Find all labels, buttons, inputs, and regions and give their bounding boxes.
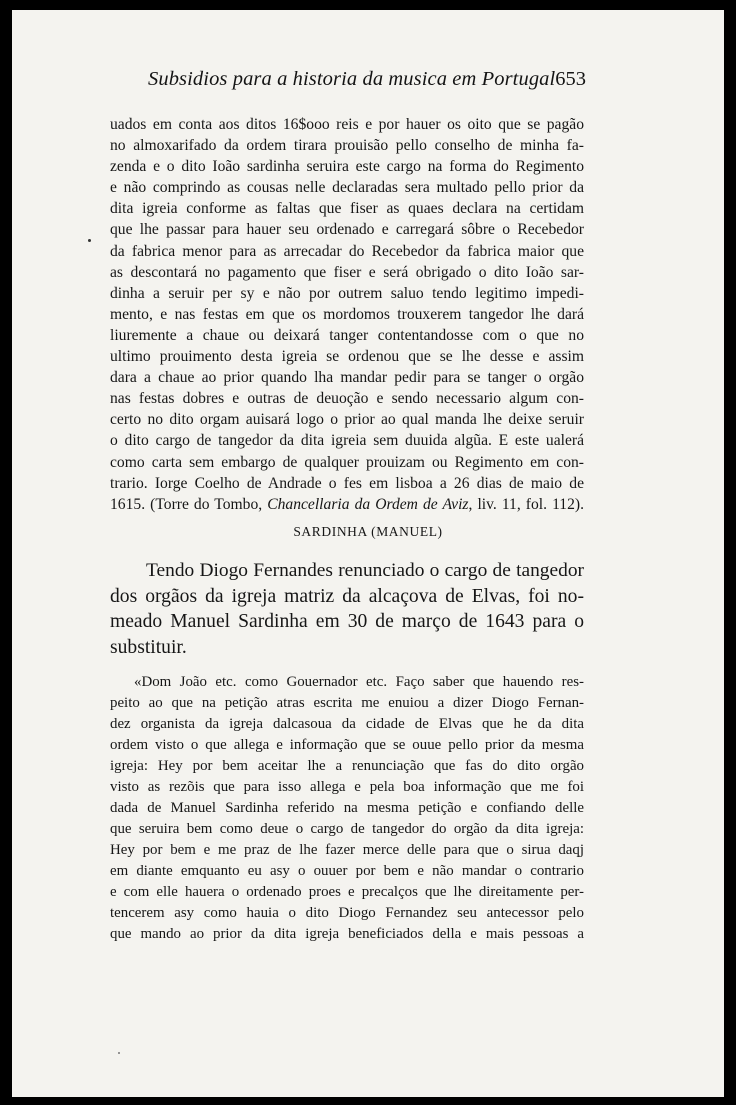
text-line: e com elle hauera o ordenado proes e precalços que lhe direitamente per-	[110, 884, 584, 900]
paragraph-1	[110, 114, 584, 515]
text-line: dinha a seruir per sy e não por outrem saluo tendo legitimo impedi-	[110, 284, 584, 302]
citation-text-before: 1615. (Torre do Tombo,	[110, 495, 268, 513]
text-line: uados em conta aos ditos 16$ooo reis e por hauer os oito que se pagão	[110, 116, 584, 133]
citation-source-italic: Chancellaria da Ordem de Aviz	[267, 495, 469, 513]
page-number: 653	[555, 68, 586, 90]
text-line: meado Manuel Sardinha em 30 de março de 1643 para o	[110, 611, 584, 633]
text-line: da fabrica menor para as arrecadar do Recebedor da fabrica maior que	[110, 242, 584, 260]
text-line: dada de Manuel Sardinha referido na mesma petição e confiando delle	[110, 800, 584, 816]
text-line: que mando ao prior da dita igreja beneficiados della e mais pessoas a	[110, 926, 584, 942]
text-line: substituir.	[110, 637, 187, 659]
text-line: certo no dito orgam auisará logo o prior ao qual manda lhe deixe seruir	[110, 411, 584, 429]
text-line: liuremente a chaue ou deixará tanger contentandosse com o que no	[110, 326, 584, 344]
text-line: no almoxarifado da ordem tirara prouisão pello conselho de minha fa-	[110, 137, 584, 155]
text-line: as descontará no pagamento que fiser e será obrigado o dito Ioão sar-	[110, 263, 584, 281]
text-line: ultimo prouimento desta igreia se ordenou que se lhe desse e assim	[110, 348, 584, 366]
paragraph-3	[110, 672, 584, 945]
text-line: nas festas dobres e outras de deuoção e sendo necessario algum con-	[110, 390, 584, 408]
citation-line	[110, 494, 584, 515]
text-line: que seruira bem como deue o cargo de tangedor do orgão da dita igreja:	[110, 821, 584, 837]
text-line: que lhe passar para hauer seu ordenado e carregará sôbre o Recebedor	[110, 221, 584, 239]
text-line: e não comprindo as cousas nelle declaradas sera multado pello prior da	[110, 179, 584, 197]
text-line: o dito cargo de tangedor da dita igreia sem duuida algũa. E este ualerá	[110, 432, 584, 450]
text-line: dez organista da igreja dalcasoua da cidade de Elvas que he da dita	[110, 716, 584, 732]
citation-text-after: , liv. 11, fol. 112).	[468, 495, 584, 513]
text-line: igreja: Hey por bem aceitar lhe a renunciação que fas do dito orgão	[110, 758, 584, 774]
text-line: Tendo Diogo Fernandes renunciado o cargo de tangedor	[146, 560, 584, 581]
text-line: dita igreia conforme as faltas que fiser as quaes declara na certidam	[110, 200, 584, 218]
book-page	[12, 10, 724, 1097]
text-line: Hey por bem e me praz de lhe fazer merce delle para que o sirua daqj	[110, 842, 584, 858]
text-line: tencerem asy como hauia o dito Diogo Fernandez seu antecessor pelo	[110, 905, 584, 921]
text-line: mento, e nas festas em que os mordomos trouxerem tangedor lhe dará	[110, 305, 584, 323]
running-title: Subsidios para a historia da musica em Portugal	[148, 68, 556, 90]
text-line: ordem visto o que allega e informação que se ouue pello prior da mesma	[110, 737, 584, 753]
paragraph-2	[110, 558, 584, 661]
text-line: visto as rezõis que para isso allega e pela boa informação que me foi	[110, 779, 584, 795]
text-line: dos orgãos da igreja matriz da alcaçova de Elvas, foi no-	[110, 585, 584, 607]
running-header	[12, 68, 724, 102]
text-line: trario. Iorge Coelho de Andrade o fes em lisboa a 26 dias de maio de	[110, 474, 584, 492]
text-line: «Dom João etc. como Gouernador etc. Faço saber que hauendo res-	[134, 674, 584, 690]
section-heading: SARDINHA (MANUEL)	[293, 524, 443, 539]
text-line: zenda e o dito Ioão sardinha seruira este cargo na forma do Regimento	[110, 158, 584, 176]
print-speck	[118, 1052, 120, 1054]
text-line: dara a chaue ao prior quando lha mandar pedir para se tanger o orgão	[110, 369, 584, 387]
text-line: peito ao que na petição atras escrita me enuiou a dizer Diogo Fernan-	[110, 695, 584, 711]
print-speck	[88, 239, 91, 242]
text-line: em diante emquanto eu asy o ouuer por bem e não mandar o contrario	[110, 863, 584, 879]
text-line: como carta sem embargo de qualquer prouizam ou Regimento em con-	[110, 453, 584, 471]
